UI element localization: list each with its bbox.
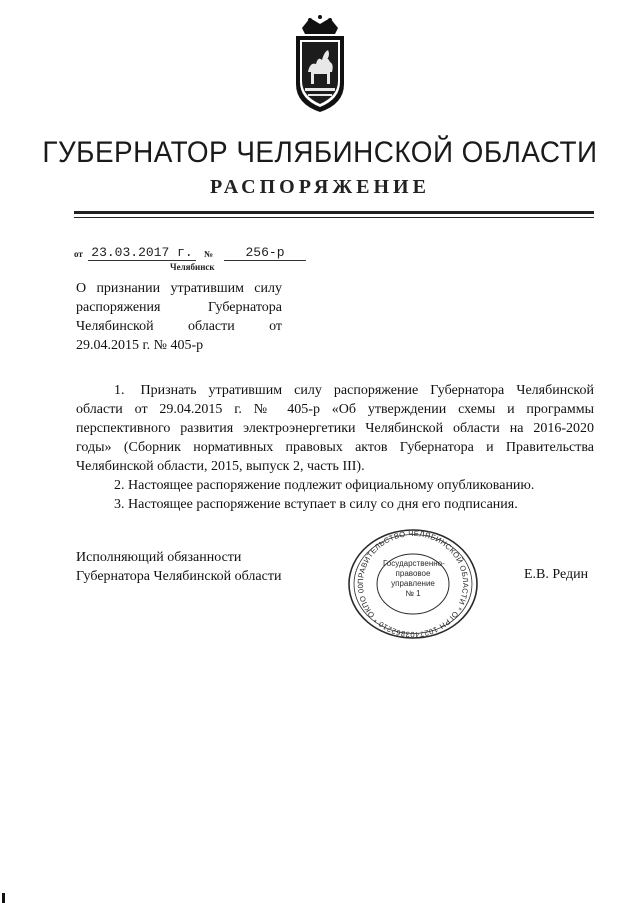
body-item-2-text: Настоящее распоряжение подлежит официальному опубликованию. bbox=[128, 478, 535, 493]
body-item-1 bbox=[76, 381, 594, 476]
document-date: 23.03.2017 г. bbox=[88, 246, 196, 261]
header-divider-thick bbox=[74, 211, 594, 214]
signer-position-line-2: Губернатора Челябинской области bbox=[76, 569, 282, 584]
signer-position-line-1: Исполняющий обязанности bbox=[76, 550, 242, 565]
seal-center-line-1: Государственно- bbox=[383, 559, 445, 568]
header-divider-thin bbox=[74, 217, 594, 218]
body-item-2 bbox=[76, 476, 594, 495]
body-item-1-text: Признать утратившим силу распоряжение Губернатора Челябинской области от 29.04.2015 г. № 405-р «Об утверждении схемы и программы перспективного развития электроэнергетики Челябинской области на 2016-2020 годы» (Сборник нормативных правовых актов Губернатора и Правительства Челябинской области, 2015, выпуск 2, часть III). bbox=[76, 383, 594, 474]
seal-center-line-3: управление bbox=[391, 579, 435, 588]
signer-name: Е.В. Редин bbox=[524, 567, 589, 582]
body-item-3-text: Настоящее распоряжение вступает в силу со дня его подписания. bbox=[128, 497, 518, 512]
official-seal-stamp bbox=[345, 527, 481, 641]
document-subject: О признании утратившим силу распоряжения Губернатора Челябинской области от 29.04.2015 г. № 405-р bbox=[76, 281, 282, 353]
document-body bbox=[76, 381, 594, 514]
body-item-3 bbox=[76, 495, 594, 514]
document-place: Челябинск bbox=[170, 262, 215, 272]
organization-title: ГУБЕРНАТОР ЧЕЛЯБИНСКОЙ ОБЛАСТИ bbox=[42, 136, 598, 169]
seal-center-line-4: № 1 bbox=[405, 589, 421, 598]
body-item-3-number: 3. bbox=[114, 497, 125, 512]
scan-edge-mark bbox=[2, 893, 5, 903]
coat-of-arms-emblem bbox=[288, 14, 352, 114]
seal-outer-text: ПРАВИТЕЛЬСТВО ЧЕЛЯБИНСКОЙ ОБЛАСТИ * ОГРН 1027403862210 * ОКПО 00 bbox=[355, 528, 471, 640]
document-type-heading: РАСПОРЯЖЕНИЕ bbox=[210, 176, 430, 198]
signer-position bbox=[76, 548, 336, 586]
number-label: № bbox=[204, 249, 214, 259]
body-item-2-number: 2. bbox=[114, 478, 125, 493]
seal-center-text bbox=[383, 559, 443, 599]
seal-center-line-2: правовое bbox=[395, 569, 431, 578]
document-meta-line bbox=[74, 246, 374, 262]
date-label: от bbox=[74, 249, 83, 259]
body-item-1-number: 1. bbox=[114, 383, 125, 398]
document-number: 256-р bbox=[224, 246, 306, 261]
